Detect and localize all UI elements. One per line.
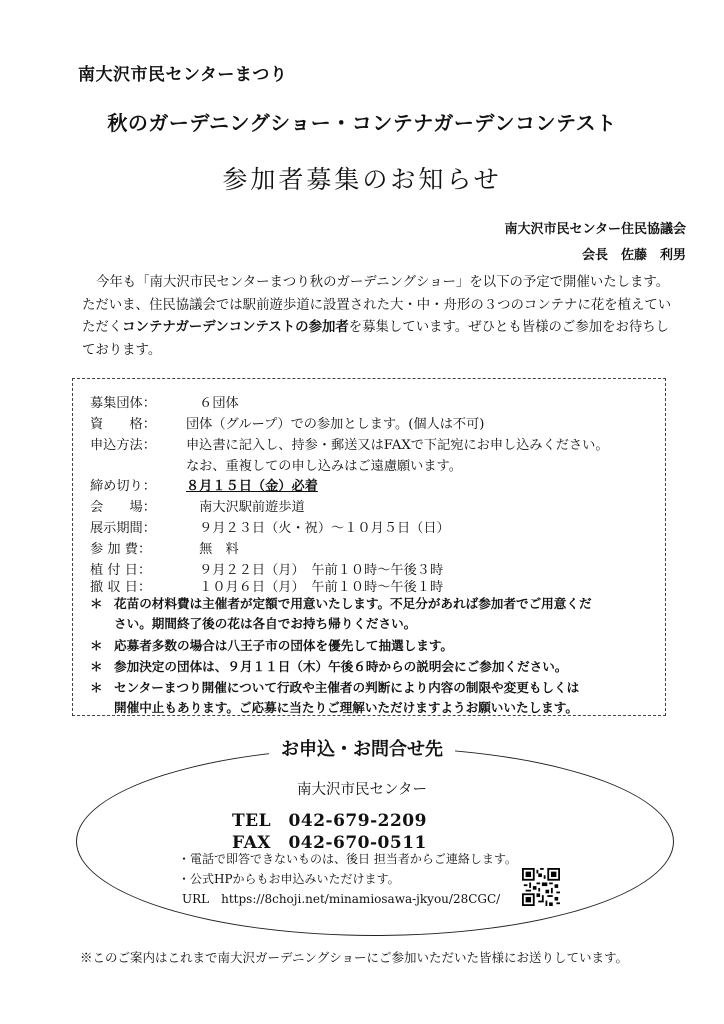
- intro-highlight: コンテナガーデンコンテストの参加者: [122, 320, 349, 335]
- detail-label: 展示期間：: [90, 521, 156, 536]
- deadline-value: ８月１５日（金）必着: [186, 479, 318, 494]
- tel-number: TEL 042-679-2209: [232, 811, 427, 831]
- contact-title: [0, 735, 724, 761]
- detail-value: ９月２３日（火・祝）～１０月５日（日）: [186, 521, 450, 536]
- fax-number: FAX 042-670-0511: [232, 833, 427, 853]
- contact-note: ・公式HPからもお申込みいただけます。: [178, 872, 400, 886]
- detail-row: [90, 538, 239, 557]
- detail-value: なお、重複しての申し込みはご遠慮願います。: [186, 459, 462, 474]
- note-text-cont: 開催中止もあります。ご応募に当たりご理解いただけますようお願いいたします。: [114, 700, 578, 715]
- detail-label: 植 付 日：: [90, 563, 152, 578]
- intro-text-1: 今年も「南大沢市民センターまつり秋のガーデニングショー」を以下の予定で開催いたします。ただいま、住民協議会では駅前遊歩道に設置された大・中・舟形の３つのコンテナに花を植えていただく: [82, 275, 672, 335]
- page-title: 秋のガーデニングショー・コンテナガーデンコンテスト: [107, 111, 617, 135]
- detail-value: ６団体: [186, 396, 239, 411]
- detail-row: [90, 434, 609, 453]
- note-item: [90, 594, 670, 634]
- asterisk-icon: ＊: [90, 680, 103, 695]
- detail-value: 申込書に記入し、持参・郵送又はFAXで下記宛にお申し込みください。: [186, 438, 609, 453]
- detail-label: 資 格：: [90, 417, 156, 432]
- note-text: 参加決定の団体は、９月１１日（木）午後６時からの説明会にご参加ください。: [114, 659, 568, 674]
- asterisk-icon: ＊: [90, 659, 103, 674]
- detail-label: 会 場：: [90, 500, 156, 515]
- contact-note: ・電話で即答できないものは、後日 担当者からご連絡します。: [178, 852, 517, 866]
- intro-paragraph: [82, 272, 682, 362]
- intro-text-2: を募集しています。ぜひとも皆様のご参加をお待ちしております。: [82, 320, 670, 358]
- note-text: 応募者多数の場合は八王子市の団体を優先して抽選します。: [114, 638, 454, 653]
- detail-value: ９月２２日（月） 午前１０時～午後３時: [186, 563, 444, 578]
- detail-row: [90, 413, 484, 432]
- detail-row: [90, 392, 239, 411]
- detail-value: 南大沢駅前遊歩道: [186, 500, 305, 515]
- contact-title-text: お申込・お問合せ先: [269, 739, 455, 760]
- organization-name: 南大沢市民センター住民協議会: [504, 222, 686, 237]
- detail-row: [90, 496, 305, 515]
- contact-url[interactable]: URL https://8choji.net/minamiosawa-jkyou/28CGC/: [182, 892, 501, 906]
- note-item: [90, 657, 670, 677]
- note-text: 花苗の材料費は主催者が定額で用意いたします。不足分があれば参加者でご用意くだ: [114, 596, 592, 611]
- president-name: 会長 佐藤 利男: [581, 248, 686, 263]
- detail-row: [90, 475, 318, 494]
- note-item: [90, 678, 670, 718]
- asterisk-icon: ＊: [90, 596, 103, 611]
- detail-label: 締め切り：: [90, 479, 156, 494]
- detail-value: 団体（グループ）での参加とします。(個人は不可): [186, 417, 485, 432]
- detail-row: [90, 455, 462, 474]
- note-item: [90, 636, 670, 656]
- detail-label: 参 加 費：: [90, 542, 152, 557]
- footer-note: ※このご案内はこれまで南大沢ガーデニングショーにご参加いただいた皆様にお送りしています。: [80, 950, 629, 965]
- detail-value: １０月６日（月） 午前１０時～午後１時: [186, 580, 444, 595]
- detail-label: 撤 収 日：: [90, 580, 152, 595]
- note-text: センターまつり開催について行政や主催者の判断により内容の制限や変更もしくは: [114, 680, 580, 695]
- note-text-cont: さい。期間終了後の花は各自でお持ち帰りください。: [114, 616, 417, 631]
- center-name: 南大沢市民センター: [297, 782, 427, 798]
- detail-row: [90, 576, 443, 595]
- detail-value: 無 料: [186, 542, 239, 557]
- qr-code-icon[interactable]: [522, 868, 560, 906]
- asterisk-icon: ＊: [90, 638, 103, 653]
- detail-row: [90, 517, 450, 536]
- detail-label: 申込方法：: [90, 438, 156, 453]
- event-name: 南大沢市民センターまつり: [78, 65, 288, 85]
- detail-label: 募集団体：: [90, 396, 156, 411]
- page-subtitle: 参加者募集のお知らせ: [222, 165, 502, 194]
